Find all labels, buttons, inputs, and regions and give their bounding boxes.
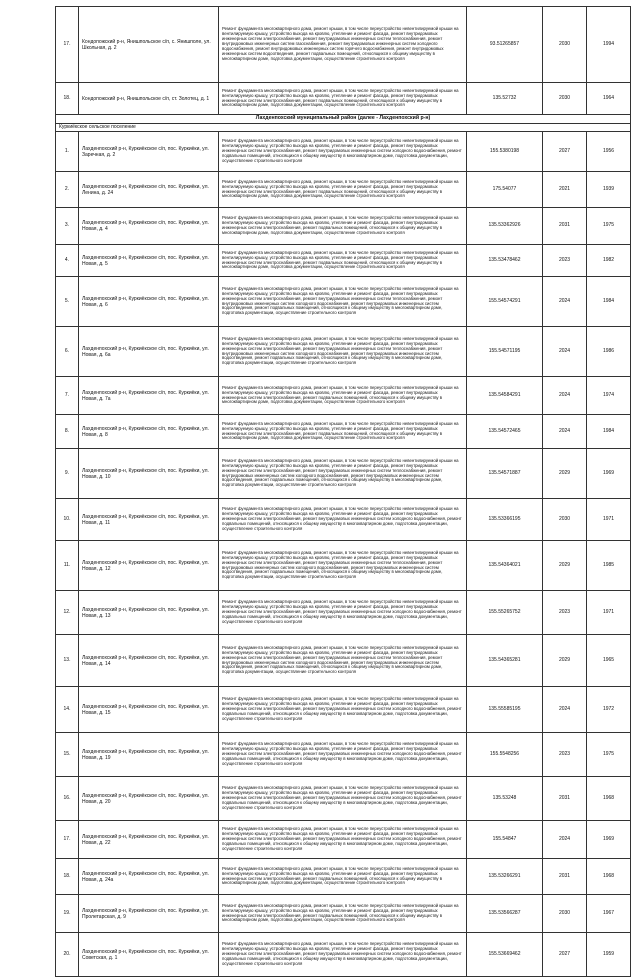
- row-number: 12.: [56, 591, 79, 635]
- row-planned-year: 2030: [543, 7, 587, 83]
- row-build-year: 1971: [587, 591, 631, 635]
- row-work-description: Ремонт фундамента многоквартирного дома, ремонт крыши, в том числе переустройство невентилируемой крыши на вентилируемую крышу, устройство выхода на кровлю, утепление и ремонт фасада, ремонт внутридомовых инженерных систем электроснабжения, ремонт внутридомовых инженерных систем холодного водоснабжения, ремонт подвальных помещений, относящихся к общему имуществу в многоквартирном доме, подготовка документации, осуществление строительного контроля: [219, 591, 467, 635]
- row-cost: 93.51265857: [467, 7, 543, 83]
- row-cost: 155.5380198: [467, 132, 543, 172]
- row-number: 16.: [56, 777, 79, 821]
- row-address: Лахденпохский р-н, Куркиёкское с/п, пос. Куркиёки, ул. Новая, д. 13: [79, 591, 219, 635]
- row-planned-year: 2024: [543, 327, 587, 377]
- row-work-description: Ремонт фундамента многоквартирного дома, ремонт крыши, в том числе переустройство невентилируемой крыши на вентилируемую крышу, устройство выхода на кровлю, утепление и ремонт фасада, ремонт внутридомовых инженерных систем электроснабжения, ремонт внутридомовых инженерных систем холодного водоснабжения, ремонт подвальных помещений, относящихся к общему имуществу в многоквартирном доме, подготовка документации, осуществление строительного контроля: [219, 132, 467, 172]
- row-address: Лахденпохский р-н, Куркиёкское с/п, пос. Куркиёки, ул. Новая, д. 8: [79, 415, 219, 449]
- row-number: 15.: [56, 733, 79, 777]
- row-planned-year: 2023: [543, 591, 587, 635]
- row-cost: 135.54365281: [467, 635, 543, 687]
- row-work-description: Ремонт фундамента многоквартирного дома, ремонт крыши, в том числе переустройство невентилируемой крыши на вентилируемую крышу, устройство выхода на кровлю, утепление и ремонт фасада, ремонт внутридомовых инженерных систем электроснабжения, ремонт внутридомовых инженерных систем холодного водоснабжения, ремонт подвальных помещений, относящихся к общему имуществу в многоквартирном доме, подготовка документации, осуществление строительного контроля: [219, 733, 467, 777]
- table-row: [56, 415, 631, 449]
- row-work-description: Ремонт фундамента многоквартирного дома, ремонт крыши, в том числе переустройство невентилируемой крыши на вентилируемую крышу, устройство выхода на кровлю, утепление и ремонт фасада, ремонт внутридомовых инженерных систем электроснабжения, ремонт внутридомовых инженерных систем теплоснабжения, ремонт внутридомовых инженерных систем газоснабжения, ремонт внутридомовых инженерных систем холодного водоснабжения, ремонт внутридомовых инженерных систем горячего водоснабжения, ремонт внутридомовых инженерных систем водоотведения, ремонт подвальных помещений, относящихся к общему имуществу в многоквартирном доме, подготовка документации, осуществление строительного контроля: [219, 7, 467, 83]
- row-planned-year: 2030: [543, 499, 587, 541]
- table-body: [56, 7, 631, 977]
- row-number: 20.: [56, 933, 79, 977]
- table-row: [56, 635, 631, 687]
- row-planned-year: 2031: [543, 208, 587, 245]
- table-row: [56, 377, 631, 415]
- row-cost: 155.54571195: [467, 327, 543, 377]
- row-number: 9.: [56, 449, 79, 499]
- row-planned-year: 2023: [543, 733, 587, 777]
- row-build-year: 1985: [587, 541, 631, 591]
- table-row: [56, 859, 631, 895]
- row-planned-year: 2027: [543, 933, 587, 977]
- row-build-year: 1959: [587, 933, 631, 977]
- document-page: [55, 6, 630, 977]
- row-number: 3.: [56, 208, 79, 245]
- table-row: [56, 895, 631, 933]
- table-row: [56, 208, 631, 245]
- table-row: [56, 499, 631, 541]
- row-cost: 135.53566287: [467, 895, 543, 933]
- row-number: 10.: [56, 499, 79, 541]
- row-number: 14.: [56, 687, 79, 733]
- row-address: Лахденпохский р-н, Куркиёкское с/п, пос. Куркиёки, ул. Новая, д. 4: [79, 208, 219, 245]
- row-cost: 135.55585195: [467, 687, 543, 733]
- table-row: [56, 821, 631, 859]
- row-address: Лахденпохский р-н, Куркиёкское с/п, пос. Куркиёки, ул. Новая, д. 5: [79, 245, 219, 277]
- row-address: Лахденпохский р-н, Куркиёкское с/п, пос. Куркиёки, ул. Новая, д. 12: [79, 541, 219, 591]
- row-address: Лахденпохский р-н, Куркиёкское с/п, пос. Куркиёки, ул. Новая, д. 20: [79, 777, 219, 821]
- row-planned-year: 2024: [543, 377, 587, 415]
- row-cost: 135.54571887: [467, 449, 543, 499]
- row-work-description: Ремонт фундамента многоквартирного дома, ремонт крыши, в том числе переустройство невентилируемой крыши на вентилируемую крышу, устройство выхода на кровлю, утепление и ремонт фасада, ремонт внутридомовых инженерных систем электроснабжения, ремонт внутридомовых инженерных систем холодного водоснабжения, ремонт подвальных помещений, относящихся к общему имуществу в многоквартирном доме, подготовка документации, осуществление строительного контроля: [219, 821, 467, 859]
- row-number: 4.: [56, 245, 79, 277]
- row-number: 18.: [56, 859, 79, 895]
- row-build-year: 1968: [587, 859, 631, 895]
- row-build-year: 1956: [587, 132, 631, 172]
- row-work-description: Ремонт фундамента многоквартирного дома, ремонт крыши, в том числе переустройство невентилируемой крыши на вентилируемую крышу, устройство выхода на кровлю, утепление и ремонт фасада, ремонт внутридомовых инженерных систем электроснабжения, ремонт подвальных помещений, относящихся к общему имуществу в многоквартирном доме, подготовка документации, осуществление строительного контроля: [219, 208, 467, 245]
- row-number: 5.: [56, 277, 79, 327]
- row-planned-year: 2021: [543, 172, 587, 208]
- row-cost: 135.53248: [467, 777, 543, 821]
- section-title-row: [56, 115, 631, 124]
- row-cost: 155.5548256: [467, 733, 543, 777]
- table-row: [56, 449, 631, 499]
- table-row: [56, 541, 631, 591]
- row-number: 1.: [56, 132, 79, 172]
- row-build-year: 1969: [587, 821, 631, 859]
- row-build-year: 1994: [587, 7, 631, 83]
- row-work-description: Ремонт фундамента многоквартирного дома, ремонт крыши, в том числе переустройство невентилируемой крыши на вентилируемую крышу, устройство выхода на кровлю, утепление и ремонт фасада, ремонт внутридомовых инженерных систем электроснабжения, ремонт подвальных помещений, относящихся к общему имуществу в многоквартирном доме, подготовка документации, осуществление строительного контроля: [219, 172, 467, 208]
- row-work-description: Ремонт фундамента многоквартирного дома, ремонт крыши, в том числе переустройство невентилируемой крыши на вентилируемую крышу, устройство выхода на кровлю, утепление и ремонт фасада, ремонт внутридомовых инженерных систем электроснабжения, ремонт внутридомовых инженерных систем теплоснабжения, ремонт внутридомовых инженерных систем холодного водоснабжения, ремонт внутридомовых инженерных систем водоотведения, ремонт подвальных помещений, относящихся к общему имуществу в многоквартирном доме, подготовка документации, осуществление строительного контроля: [219, 541, 467, 591]
- row-planned-year: 2023: [543, 245, 587, 277]
- row-number: 7.: [56, 377, 79, 415]
- row-build-year: 1984: [587, 415, 631, 449]
- table-row: [56, 132, 631, 172]
- row-work-description: Ремонт фундамента многоквартирного дома, ремонт крыши, в том числе переустройство невентилируемой крыши на вентилируемую крышу, устройство выхода на кровлю, утепление и ремонт фасада, ремонт внутридомовых инженерных систем электроснабжения, ремонт подвальных помещений, относящихся к общему имуществу в многоквартирном доме, подготовка документации, осуществление строительного контроля: [219, 377, 467, 415]
- row-build-year: 1982: [587, 245, 631, 277]
- row-build-year: 1975: [587, 733, 631, 777]
- row-cost: 135.53362926: [467, 208, 543, 245]
- row-build-year: 1939: [587, 172, 631, 208]
- row-build-year: 1986: [587, 327, 631, 377]
- row-work-description: Ремонт фундамента многоквартирного дома, ремонт крыши, в том числе переустройство невентилируемой крыши на вентилируемую крышу, устройство выхода на кровлю, утепление и ремонт фасада, ремонт внутридомовых инженерных систем электроснабжения, ремонт внутридомовых инженерных систем теплоснабжения, ремонт внутридомовых инженерных систем холодного водоснабжения, ремонт внутридомовых инженерных систем водоотведения, ремонт подвальных помещений, относящихся к общему имуществу в многоквартирном доме, подготовка документации, осуществление строительного контроля: [219, 449, 467, 499]
- row-planned-year: 2030: [543, 895, 587, 933]
- row-address: Лахденпохский р-н, Куркиёкское с/п, пос. Куркиёки, ул. Пролетарская, д. 9: [79, 895, 219, 933]
- row-build-year: 1965: [587, 635, 631, 687]
- table-row: [56, 277, 631, 327]
- row-work-description: Ремонт фундамента многоквартирного дома, ремонт крыши, в том числе переустройство невентилируемой крыши на вентилируемую крышу, устройство выхода на кровлю, утепление и ремонт фасада, ремонт внутридомовых инженерных систем электроснабжения, ремонт внутридомовых инженерных систем холодного водоснабжения, ремонт подвальных помещений, относящихся к общему имуществу в многоквартирном доме, подготовка документации, осуществление строительного контроля: [219, 687, 467, 733]
- row-build-year: 1964: [587, 83, 631, 115]
- row-number: 11.: [56, 541, 79, 591]
- row-build-year: 1968: [587, 777, 631, 821]
- row-cost: 155.54574291: [467, 277, 543, 327]
- subsection-title: Куркиёкское сельское поселение: [56, 124, 631, 132]
- row-work-description: Ремонт фундамента многоквартирного дома, ремонт крыши, в том числе переустройство невентилируемой крыши на вентилируемую крышу, устройство выхода на кровлю, утепление и ремонт фасада, ремонт внутридомовых инженерных систем электроснабжения, ремонт внутридомовых инженерных систем холодного водоснабжения, ремонт подвальных помещений, относящихся к общему имуществу в многоквартирном доме, подготовка документации, осуществление строительного контроля: [219, 777, 467, 821]
- row-work-description: Ремонт фундамента многоквартирного дома, ремонт крыши, в том числе переустройство невентилируемой крыши на вентилируемую крышу, устройство выхода на кровлю, утепление и ремонт фасада, ремонт внутридомовых инженерных систем электроснабжения, ремонт подвальных помещений, относящихся к общему имуществу в многоквартирном доме, подготовка документации, осуществление строительного контроля: [219, 859, 467, 895]
- table-row: [56, 83, 631, 115]
- row-cost: 155.53669462: [467, 933, 543, 977]
- row-work-description: Ремонт фундамента многоквартирного дома, ремонт крыши, в том числе переустройство невентилируемой крыши на вентилируемую крышу, устройство выхода на кровлю, утепление и ремонт фасада, ремонт внутридомовых инженерных систем электроснабжения, ремонт внутридомовых инженерных систем теплоснабжения, ремонт внутридомовых инженерных систем холодного водоснабжения, ремонт внутридомовых инженерных систем водоотведения, ремонт подвальных помещений, относящихся к общему имуществу в многоквартирном доме, подготовка документации, осуществление строительного контроля: [219, 277, 467, 327]
- row-work-description: Ремонт фундамента многоквартирного дома, ремонт крыши, в том числе переустройство невентилируемой крыши на вентилируемую крышу, устройство выхода на кровлю, утепление и ремонт фасада, ремонт внутридомовых инженерных систем электроснабжения, ремонт внутридомовых инженерных систем холодного водоснабжения, ремонт подвальных помещений, относящихся к общему имуществу в многоквартирном доме, подготовка документации, осуществление строительного контроля: [219, 499, 467, 541]
- row-address: Лахденпохский р-н, Куркиёкское с/п, пос. Куркиёки, ул. Заречная, д. 2: [79, 132, 219, 172]
- table-row: [56, 933, 631, 977]
- row-work-description: Ремонт фундамента многоквартирного дома, ремонт крыши, в том числе переустройство невентилируемой крыши на вентилируемую крышу, устройство выхода на кровлю, утепление и ремонт фасада, ремонт внутридомовых инженерных систем электроснабжения, ремонт внутридомовых инженерных систем теплоснабжения, ремонт внутридомовых инженерных систем холодного водоснабжения, ремонт внутридомовых инженерных систем водоотведения, ремонт подвальных помещений, относящихся к общему имуществу в многоквартирном доме, подготовка документации, осуществление строительного контроля: [219, 635, 467, 687]
- table-row: [56, 687, 631, 733]
- row-address: Лахденпохский р-н, Куркиёкское с/п, пос. Куркиёки, ул. Советская, д. 1: [79, 933, 219, 977]
- row-address: Лахденпохский р-н, Куркиёкское с/п, пос. Куркиёки, ул. Ленина, д. 24: [79, 172, 219, 208]
- row-cost: 135.53478462: [467, 245, 543, 277]
- row-address: Кондопожский р-н, Янишпольское с/п, с. Янишполе, ул. Школьная, д. 2: [79, 7, 219, 83]
- row-number: 18.: [56, 83, 79, 115]
- row-address: Лахденпохский р-н, Куркиёкское с/п, пос. Куркиёки, ул. Новая, д. 19: [79, 733, 219, 777]
- table-row: [56, 591, 631, 635]
- row-number: 8.: [56, 415, 79, 449]
- row-planned-year: 2031: [543, 777, 587, 821]
- row-work-description: Ремонт фундамента многоквартирного дома, ремонт крыши, в том числе переустройство невентилируемой крыши на вентилируемую крышу, устройство выхода на кровлю, утепление и ремонт фасада, ремонт внутридомовых инженерных систем электроснабжения, ремонт подвальных помещений, относящихся к общему имуществу в многоквартирном доме, подготовка документации, осуществление строительного контроля: [219, 83, 467, 115]
- row-cost: 135.53266291: [467, 859, 543, 895]
- row-number: 19.: [56, 895, 79, 933]
- table-row: [56, 327, 631, 377]
- row-planned-year: 2029: [543, 449, 587, 499]
- row-cost: 155.54847: [467, 821, 543, 859]
- row-address: Лахденпохский р-н, Куркиёкское с/п, пос. Куркиёки, ул. Новая, д. 15: [79, 687, 219, 733]
- row-number: 17.: [56, 821, 79, 859]
- row-build-year: 1974: [587, 377, 631, 415]
- row-planned-year: 2024: [543, 687, 587, 733]
- section-title: Лахденпохский муниципальный район (далее - Лахденпохский р-н): [56, 115, 631, 124]
- row-address: Лахденпохский р-н, Куркиёкское с/п, пос. Куркиёки, ул. Новая, д. 11: [79, 499, 219, 541]
- row-number: 2.: [56, 172, 79, 208]
- table-row: [56, 172, 631, 208]
- row-build-year: 1969: [587, 449, 631, 499]
- row-planned-year: 2027: [543, 132, 587, 172]
- row-build-year: 1984: [587, 277, 631, 327]
- row-planned-year: 2024: [543, 821, 587, 859]
- row-build-year: 1975: [587, 208, 631, 245]
- row-number: 13.: [56, 635, 79, 687]
- row-address: Лахденпохский р-н, Куркиёкское с/п, пос. Куркиёки, ул. Новая, д. 6: [79, 277, 219, 327]
- row-planned-year: 2029: [543, 541, 587, 591]
- row-work-description: Ремонт фундамента многоквартирного дома, ремонт крыши, в том числе переустройство невентилируемой крыши на вентилируемую крышу, устройство выхода на кровлю, утепление и ремонт фасада, ремонт внутридомовых инженерных систем электроснабжения, ремонт внутридомовых инженерных систем холодного водоснабжения, ремонт подвальных помещений, относящихся к общему имуществу в многоквартирном доме, подготовка документации, осуществление строительного контроля: [219, 933, 467, 977]
- subsection-title-row: [56, 124, 631, 132]
- row-build-year: 1967: [587, 895, 631, 933]
- row-cost: 135.54364021: [467, 541, 543, 591]
- row-planned-year: 2024: [543, 277, 587, 327]
- row-build-year: 1972: [587, 687, 631, 733]
- table-row: [56, 245, 631, 277]
- table-row: [56, 7, 631, 83]
- row-planned-year: 2030: [543, 83, 587, 115]
- row-build-year: 1971: [587, 499, 631, 541]
- row-planned-year: 2024: [543, 415, 587, 449]
- row-work-description: Ремонт фундамента многоквартирного дома, ремонт крыши, в том числе переустройство невентилируемой крыши на вентилируемую крышу, устройство выхода на кровлю, утепление и ремонт фасада, ремонт внутридомовых инженерных систем электроснабжения, ремонт подвальных помещений, относящихся к общему имуществу в многоквартирном доме, подготовка документации, осуществление строительного контроля: [219, 245, 467, 277]
- repair-program-table: [55, 6, 631, 977]
- row-cost: 135.53366195: [467, 499, 543, 541]
- row-cost: 155.55265752: [467, 591, 543, 635]
- row-address: Лахденпохский р-н, Куркиёкское с/п, пос. Куркиёки, ул. Новая, д. 10: [79, 449, 219, 499]
- row-address: Лахденпохский р-н, Куркиёкское с/п, пос. Куркиёки, ул. Новая, д. 24а: [79, 859, 219, 895]
- table-row: [56, 733, 631, 777]
- row-planned-year: 2031: [543, 859, 587, 895]
- row-number: 17.: [56, 7, 79, 83]
- row-address: Лахденпохский р-н, Куркиёкское с/п, пос. Куркиёки, ул. Новая, д. 22: [79, 821, 219, 859]
- row-planned-year: 2029: [543, 635, 587, 687]
- row-cost: 135.54572465: [467, 415, 543, 449]
- row-cost: 135.52732: [467, 83, 543, 115]
- row-address: Кондопожский р-н, Янишпольское с/п, ст. Золотец, д. 1: [79, 83, 219, 115]
- row-work-description: Ремонт фундамента многоквартирного дома, ремонт крыши, в том числе переустройство невентилируемой крыши на вентилируемую крышу, устройство выхода на кровлю, утепление и ремонт фасада, ремонт внутридомовых инженерных систем электроснабжения, ремонт подвальных помещений, относящихся к общему имуществу в многоквартирном доме, подготовка документации, осуществление строительного контроля: [219, 895, 467, 933]
- row-work-description: Ремонт фундамента многоквартирного дома, ремонт крыши, в том числе переустройство невентилируемой крыши на вентилируемую крышу, устройство выхода на кровлю, утепление и ремонт фасада, ремонт внутридомовых инженерных систем электроснабжения, ремонт внутридомовых инженерных систем теплоснабжения, ремонт внутридомовых инженерных систем холодного водоснабжения, ремонт внутридомовых инженерных систем водоотведения, ремонт подвальных помещений, относящихся к общему имуществу в многоквартирном доме, подготовка документации, осуществление строительного контроля: [219, 327, 467, 377]
- row-cost: 135.54584291: [467, 377, 543, 415]
- row-number: 6.: [56, 327, 79, 377]
- row-address: Лахденпохский р-н, Куркиёкское с/п, пос. Куркиёки, ул. Новая, д. 14: [79, 635, 219, 687]
- table-row: [56, 777, 631, 821]
- row-address: Лахденпохский р-н, Куркиёкское с/п, пос. Куркиёки, ул. Новая, д. 7а: [79, 377, 219, 415]
- row-cost: 175.54077: [467, 172, 543, 208]
- row-work-description: Ремонт фундамента многоквартирного дома, ремонт крыши, в том числе переустройство невентилируемой крыши на вентилируемую крышу, устройство выхода на кровлю, утепление и ремонт фасада, ремонт внутридомовых инженерных систем электроснабжения, ремонт подвальных помещений, относящихся к общему имуществу в многоквартирном доме, подготовка документации, осуществление строительного контроля: [219, 415, 467, 449]
- row-address: Лахденпохский р-н, Куркиёкское с/п, пос. Куркиёки, ул. Новая, д. 6а: [79, 327, 219, 377]
